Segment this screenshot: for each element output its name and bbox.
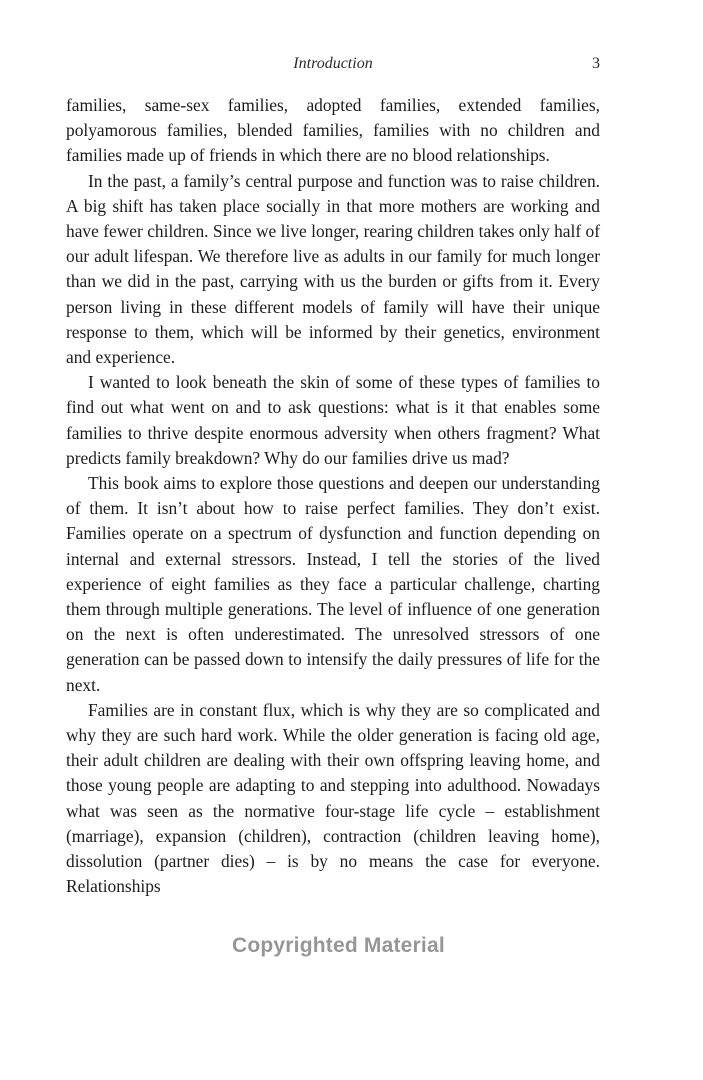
copyright-watermark: Copyrighted Material: [232, 934, 445, 957]
paragraph: I wanted to look beneath the skin of some of these types of families to find out what went on and to ask questions: what is it that enables some families to thrive despite enormous adversity when others fragment? What predicts family breakdown? Why do our families drive us mad?: [66, 372, 600, 468]
running-head: [66, 53, 600, 77]
paragraph-continued: families, same-sex families, adopted families, extended families, polyamorous families, blended families, families with no children and families made up of friends in which there are no blood relationships.: [66, 95, 600, 166]
paragraph: Families are in constant flux, which is why they are so complicated and why they are such hard work. While the older generation is facing old age, their adult children are dealing with their own offspring leaving home, and those young people are adapting to and stepping into adulthood. Nowadays what was seen as the normative four-stage life cycle – establishment (marriage), expansion (children), contraction (children leaving home), dissolution (partner dies) – is by no means the case for everyone. Relationships: [66, 699, 600, 897]
chapter-running-title: Introduction: [293, 55, 373, 72]
body-text: [66, 93, 600, 900]
page-number: 3: [592, 55, 600, 72]
paragraph: In the past, a family’s central purpose and function was to raise children. A big shift has taken place socially in that more mothers are working and have fewer children. Since we live longer, rearing children takes only half of our adult lifespan. We therefore live as adults in our family for much longer than we did in the past, carrying with us the burden or gifts from it. Every person living in these different models of family will have their unique response to them, which will be informed by their genetics, environment and experience.: [66, 170, 600, 368]
paragraph: This book aims to explore those questions and deepen our understanding of them. It isn’t about how to raise perfect families. They don’t exist. Families operate on a spectrum of dysfunction and function depending on internal and external stressors. Instead, I tell the stories of the lived experience of eight families as they face a particular challenge, charting them through multiple generations. The level of influence of one generation on the next is often underestimated. The unresolved stressors of one generation can be passed down to intensify the daily pressures of life for the next.: [66, 473, 600, 695]
